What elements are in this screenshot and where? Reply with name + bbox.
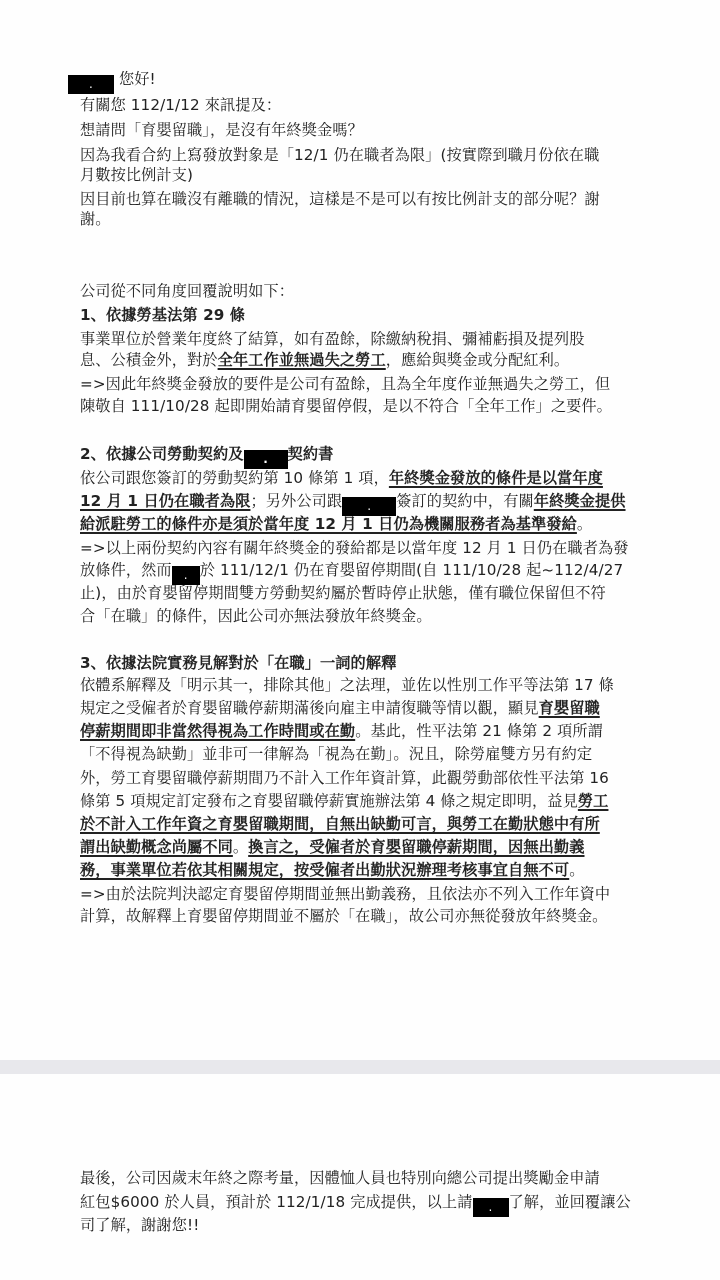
inquiry-line: 因為我看合約上寫發放對象是「12/1 仍在職者為限」(按實際到職月份依在職	[80, 146, 600, 164]
text-run: 息、公積金外，對於	[80, 351, 218, 369]
section1-line: 陳敬自 111/10/28 起即開始請育嬰留停假，是以不符合「全年工作」之要件。	[80, 397, 612, 415]
text-run: 。	[576, 515, 593, 533]
text-run: 條第 5 項規定訂定發布之育嬰留職停薪實施辦法第 4 條之規定即明，益見	[80, 792, 578, 810]
section3-line	[80, 791, 608, 811]
section3-line	[80, 698, 600, 718]
emphasis-text: 停薪期間即非當然得視為工作時間或在勤	[80, 722, 356, 740]
inquiry-line: 有關您 112/1/12 來訊提及：	[80, 96, 282, 114]
emphasis-text: 全年工作並無過失之勞工	[217, 351, 386, 369]
section3-line	[80, 721, 603, 741]
section1-line	[80, 350, 569, 370]
page-separator	[0, 1060, 720, 1074]
section2-line	[80, 491, 626, 516]
greeting-text: 您好!	[118, 70, 156, 88]
inquiry-line: 月數按比例計支)	[80, 166, 194, 184]
emphasis-text: 謂出缺勤概念尚屬不同	[80, 838, 233, 856]
greeting-line	[68, 69, 156, 94]
text-run: 了解，並回覆讓公	[508, 1193, 631, 1211]
letter-page-2	[0, 1074, 720, 1280]
text-run: 2、依據公司勞動契約及	[80, 445, 244, 463]
text-run: 依公司跟您簽訂的勞動契約第 10 條第 1 項，	[80, 469, 389, 487]
text-run: 。基此，性平法第 21 條第 2 項所謂	[355, 722, 603, 740]
section3-line	[80, 860, 585, 880]
text-run: 紅包$6000 於人員，預計於 112/1/18 完成提供，以上請	[80, 1193, 473, 1211]
section2-line: 止)，由於育嬰留停期間雙方勞動契約屬於暫時停止狀態，僅有職位保留但不符	[80, 584, 606, 602]
section3-line	[80, 837, 585, 857]
inquiry-line: 想請問「育嬰留職」，是沒有年終獎金嗎？	[80, 121, 363, 139]
reply-intro: 公司從不同角度回覆說明如下：	[80, 282, 295, 300]
section2-line: =>以上兩份契約內容有關年終獎金的發給都是以當年度 12 月 1 日仍在職者為發	[80, 539, 629, 557]
redacted-name: .	[473, 1198, 509, 1217]
section3-line: 依體系解釋及「明示其一，排除其他」之法理，並佐以性別工作平等法第 17 條	[80, 676, 614, 694]
section3-line: 「不得視為缺勤」並非可一律解為「視為在勤」。況且，除勞雇雙方另有約定	[80, 745, 593, 763]
section3-line: 計算，故解釋上育嬰留停期間並不屬於「在職」，故公司亦無從發放年終獎金。	[80, 907, 608, 925]
emphasis-text: 年終獎金發放的條件是以當年度	[388, 469, 603, 487]
section2-line	[80, 560, 623, 585]
section1-line: 事業單位於營業年度終了結算，如有盈餘，除繳納稅捐、彌補虧損及提列股	[80, 330, 585, 348]
section1-line: =>因此年終獎金發放的要件是公司有盈餘，且為全年度作並無過失之勞工，但	[80, 375, 611, 393]
text-run: 放條件，然而	[80, 561, 172, 579]
section1-heading: 1、依據勞基法第 29 條	[80, 306, 246, 324]
section3-line	[80, 814, 600, 834]
emphasis-text: 給派駐勞工的條件亦是須於當年度 12 月 1 日仍為機關服務者為基準發給	[80, 515, 577, 533]
section2-line	[80, 468, 603, 488]
redacted-company: .	[342, 497, 396, 516]
section3-line: 外，勞工育嬰留職停薪期間乃不計入工作年資計算，此觀勞動部依性平法第 16	[80, 769, 609, 787]
closing-line: 最後，公司因歲末年終之際考量，因體恤人員也特別向總公司提出獎勵金申請	[80, 1169, 600, 1187]
inquiry-line: 謝。	[80, 210, 111, 228]
text-run: 於 111/12/1 仍在育嬰留停期間(自 111/10/28 起~112/4/27	[199, 561, 624, 579]
redacted-name: .	[68, 75, 114, 94]
emphasis-text: 年終獎金提供	[533, 492, 626, 510]
text-run: 規定之受僱者於育嬰留職停薪期滿後向雇主申請復職等情以觀，顯見	[80, 699, 539, 717]
section3-line: =>由於法院判決認定育嬰留停期間並無出勤義務，且依法亦不列入工作年資中	[80, 885, 611, 903]
emphasis-text: 於不計入工作年資之育嬰留職期間，自無出缺勤可言，與勞工在勤狀態中有所	[80, 815, 600, 833]
emphasis-text: 育嬰留職	[538, 699, 600, 717]
section2-heading	[80, 444, 333, 469]
redacted-company: .	[244, 450, 288, 469]
redacted-name: .	[172, 566, 200, 585]
emphasis-text: 勞工	[577, 792, 609, 810]
section2-line: 合「在職」的條件，因此公司亦無法發放年終獎金。	[80, 607, 432, 625]
text-run: 契約書	[287, 445, 334, 463]
text-run: ；另外公司跟	[250, 492, 343, 510]
closing-line: 司了解，謝謝您!!	[80, 1216, 200, 1234]
emphasis-text: 12 月 1 日仍在職者為限	[80, 492, 251, 510]
closing-line	[80, 1192, 631, 1217]
emphasis-text: 務，事業單位若依其相關規定，按受僱者出勤狀況辦理考核事宜自無不可	[80, 861, 570, 879]
text-run: 簽訂的契約中，有關	[396, 492, 534, 510]
inquiry-line: 因目前也算在職沒有離職的情況，這樣是不是可以有按比例計支的部分呢？謝	[80, 190, 600, 208]
emphasis-text: 換言之，受僱者於育嬰留職停薪期間，因無出勤義	[248, 838, 585, 856]
text-run: 。	[232, 838, 249, 856]
section3-heading: 3、依據法院實務見解對於「在職」一詞的解釋	[80, 654, 397, 672]
text-run: 。	[569, 861, 585, 879]
text-run: ，應給與獎金或分配紅利。	[385, 351, 570, 369]
section2-line	[80, 514, 592, 534]
